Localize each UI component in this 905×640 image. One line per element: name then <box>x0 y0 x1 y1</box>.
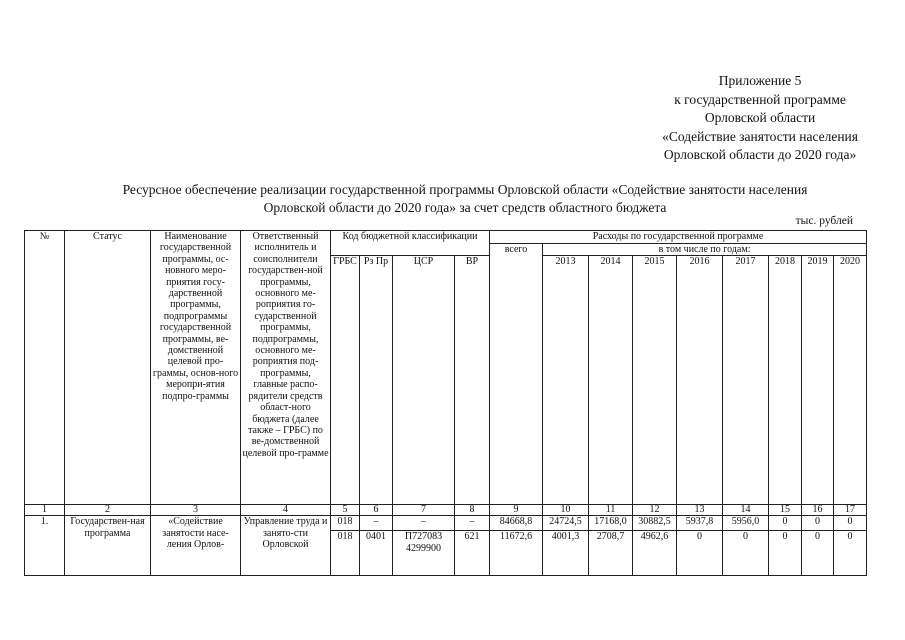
cell-year-value: 0 <box>802 531 834 576</box>
header-grbs: ГРБС <box>331 256 360 505</box>
cell-year-value: 4962,6 <box>633 531 677 576</box>
header-csr: ЦСР <box>393 256 455 505</box>
column-number: 10 <box>543 505 589 516</box>
cell-year-value: 0 <box>802 516 834 531</box>
header-year: 2017 <box>723 256 769 505</box>
appendix-header <box>662 72 858 165</box>
column-number-row <box>25 505 867 516</box>
units-label: тыс. рублей <box>795 215 853 227</box>
title-line: Ресурсное обеспечение реализации государственной программы Орловской области «Содействие занятости населения <box>122 182 808 197</box>
header-year: 2016 <box>677 256 723 505</box>
header-status: Статус <box>65 231 151 505</box>
column-number: 16 <box>802 505 834 516</box>
header-expenses: Расходы по государственной программе <box>490 231 867 244</box>
cell-rzpr: 0401 <box>360 531 393 576</box>
cell-year-value: 4001,3 <box>543 531 589 576</box>
row-executor: Управление труда и занято-сти Орловской <box>241 516 331 576</box>
row-name: «Содействие занятости насе-ления Орлов- <box>151 516 241 576</box>
header-year: 2015 <box>633 256 677 505</box>
header-year: 2013 <box>543 256 589 505</box>
cell-csr: П727083 4299900 <box>393 531 455 576</box>
cell-year-value: 5956,0 <box>723 516 769 531</box>
cell-year-value: 0 <box>834 516 867 531</box>
column-number: 4 <box>241 505 331 516</box>
header-total: всего <box>490 244 543 505</box>
cell-year-value: 2708,7 <box>589 531 633 576</box>
header-num: № <box>25 231 65 505</box>
cell-year-value: 0 <box>677 531 723 576</box>
column-number: 2 <box>65 505 151 516</box>
cell-year-value: 17168,0 <box>589 516 633 531</box>
column-number: 5 <box>331 505 360 516</box>
cell-total: 84668,8 <box>490 516 543 531</box>
column-number: 3 <box>151 505 241 516</box>
column-number: 14 <box>723 505 769 516</box>
appendix-line: «Содействие занятости населения <box>662 128 858 144</box>
title-line: Орловской области до 2020 года» за счет средств областного бюджета <box>263 200 667 215</box>
cell-total: 11672,6 <box>490 531 543 576</box>
column-number: 8 <box>455 505 490 516</box>
column-number: 12 <box>633 505 677 516</box>
cell-year-value: 0 <box>769 516 802 531</box>
row-status: Государствен-ная программа <box>65 516 151 576</box>
header-budget-code: Код бюджетной классификации <box>331 231 490 256</box>
appendix-line: Орловской области <box>704 110 816 125</box>
appendix-line: Приложение 5 <box>718 73 802 88</box>
header-rzpr: Рз Пр <box>360 256 393 505</box>
cell-vr: 621 <box>455 531 490 576</box>
cell-year-value: 24724,5 <box>543 516 589 531</box>
resource-table <box>24 230 867 576</box>
cell-rzpr: – <box>360 516 393 531</box>
header-by-years: в том числе по годам: <box>543 244 867 256</box>
cell-grbs: 018 <box>331 531 360 576</box>
column-number: 6 <box>360 505 393 516</box>
cell-year-value: 0 <box>834 531 867 576</box>
cell-csr: – <box>393 516 455 531</box>
header-year: 2019 <box>802 256 834 505</box>
appendix-line: Орловской области до 2020 года» <box>663 147 857 162</box>
cell-year-value: 30882,5 <box>633 516 677 531</box>
cell-year-value: 0 <box>723 531 769 576</box>
column-number: 1 <box>25 505 65 516</box>
cell-vr: – <box>455 516 490 531</box>
row-num: 1. <box>25 516 65 576</box>
column-number: 7 <box>393 505 455 516</box>
column-number: 15 <box>769 505 802 516</box>
column-number: 17 <box>834 505 867 516</box>
header-vr: ВР <box>455 256 490 505</box>
column-number: 9 <box>490 505 543 516</box>
table-row <box>25 516 867 531</box>
header-year: 2020 <box>834 256 867 505</box>
cell-year-value: 0 <box>769 531 802 576</box>
appendix-line: к государственной программе <box>674 91 846 107</box>
column-number: 11 <box>589 505 633 516</box>
column-number: 13 <box>677 505 723 516</box>
header-name: Наименование государственной программы, ос-новного меро-приятия госу-дарственной программы, подпрограммы государственной программы, ве-домственной целевой про-граммы, основ-ного меропри-ятия подпро-граммы <box>151 231 241 505</box>
cell-year-value: 5937,8 <box>677 516 723 531</box>
header-year: 2018 <box>769 256 802 505</box>
header-year: 2014 <box>589 256 633 505</box>
header-executor: Ответственный исполнитель и соисполнители государствен-ной программы, основного ме-роприятия го-сударственной программы, подпрограммы, основного ме-роприятия под-программы, главные распо-рядители средств област-ного бюджета (далее также – ГРБС) по ве-домственной целевой про-грамме <box>241 231 331 505</box>
cell-grbs: 018 <box>331 516 360 531</box>
document-title <box>40 181 890 217</box>
